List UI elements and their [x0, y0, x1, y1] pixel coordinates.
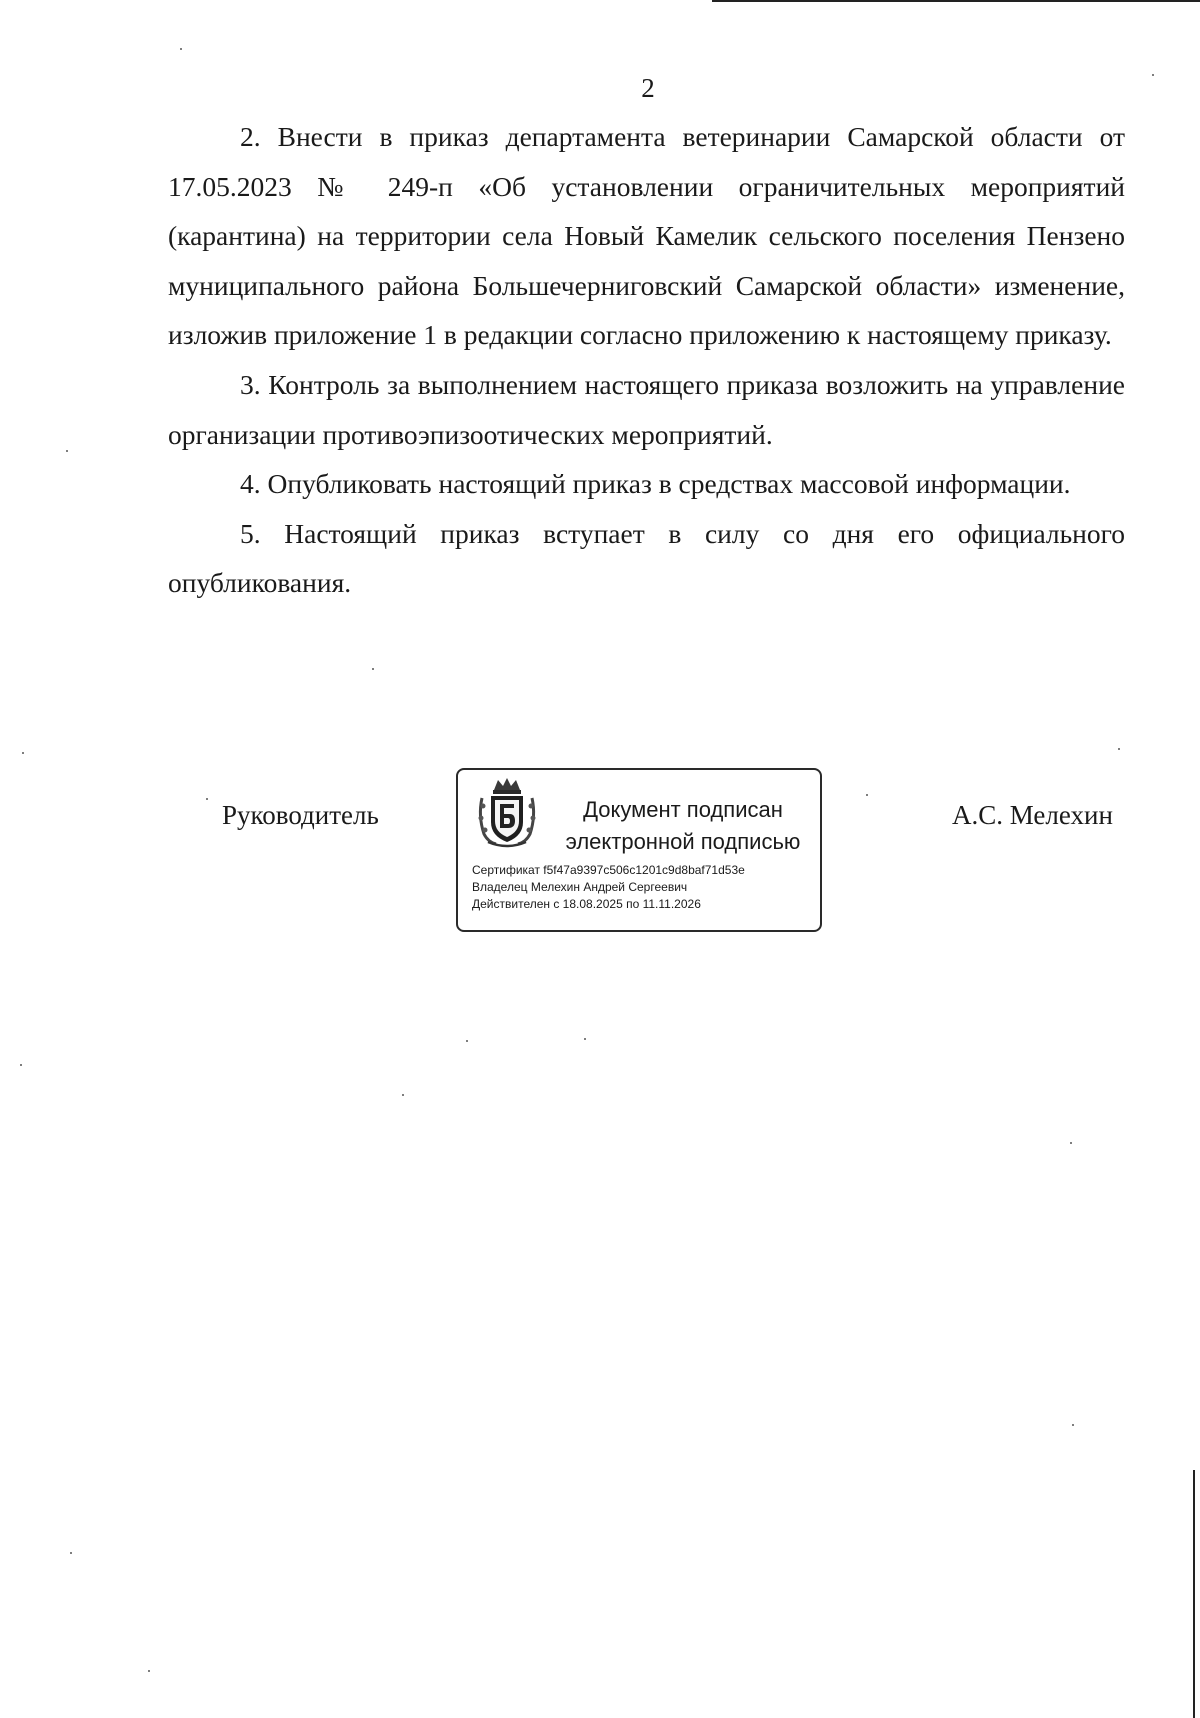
scan-speck	[402, 1094, 404, 1096]
paragraph-2: 2. Внести в приказ департамента ветеринарии Самарской области от 17.05.2023 № 249-п «Об установлении ограничительных мероприятий (карантина) на территории села Новый Камелик сельского поселения Пензено муниципального района Большечерниговский Самарской области» изменение, изложив приложение 1 в редакции согласно приложению к настоящему приказу.	[168, 121, 1125, 351]
scan-speck	[866, 794, 868, 796]
scan-speck	[466, 1040, 468, 1042]
scan-speck	[66, 450, 68, 452]
document-body	[168, 112, 1125, 608]
samara-coat-of-arms-icon	[476, 776, 538, 848]
page-right-border	[1193, 1470, 1195, 1718]
scan-speck	[1152, 74, 1154, 76]
paragraph-4: 4. Опубликовать настоящий приказ в средствах массовой информации.	[240, 468, 1071, 500]
scan-speck	[1070, 1142, 1072, 1144]
scan-speck	[20, 1064, 22, 1066]
scan-speck	[206, 798, 208, 800]
stamp-details	[472, 862, 745, 913]
signer-title: Руководитель	[222, 800, 379, 830]
scan-speck	[584, 1038, 586, 1040]
scan-speck	[1072, 1424, 1074, 1426]
page-number: 2	[641, 73, 655, 103]
scan-speck	[180, 48, 182, 50]
scan-speck	[1118, 748, 1120, 750]
scan-speck	[148, 1670, 150, 1672]
signer-name: А.С. Мелехин	[952, 800, 1113, 830]
stamp-heading-line-2: электронной подписью	[565, 829, 801, 854]
stamp-owner: Владелец Мелехин Андрей Сергеевич	[472, 880, 688, 894]
scan-speck	[372, 668, 374, 670]
stamp-heading	[558, 794, 808, 858]
stamp-heading-line-1: Документ подписан	[583, 797, 783, 822]
electronic-signature-stamp	[456, 768, 822, 932]
page-top-border	[712, 0, 1200, 2]
scan-speck	[70, 1552, 72, 1554]
paragraph-3: 3. Контроль за выполнением настоящего приказа возложить на управление организации противоэпизоотических мероприятий.	[168, 368, 1125, 450]
scan-speck	[22, 752, 24, 754]
stamp-certificate: Сертификат f5f47a9397c506c1201c9d8baf71d53e	[472, 863, 745, 877]
paragraph-5: 5. Настоящий приказ вступает в силу со дня его официального опубликования.	[168, 517, 1125, 599]
stamp-validity: Действителен с 18.08.2025 по 11.11.2026	[472, 897, 701, 911]
